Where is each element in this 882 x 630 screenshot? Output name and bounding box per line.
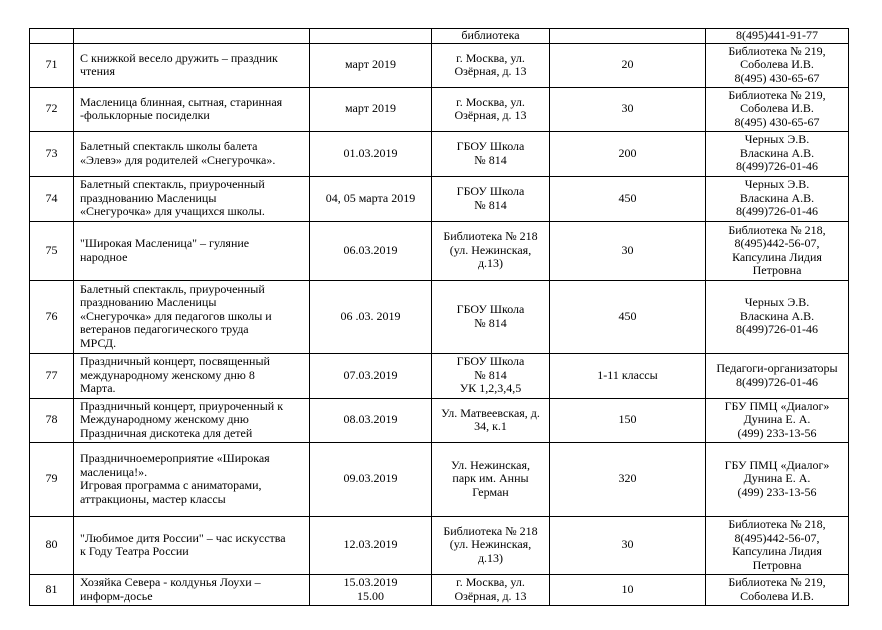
table-row (30, 353, 849, 398)
cell-event: "Широкая Масленица" – гуляние народное (74, 221, 310, 280)
table-row (30, 442, 849, 516)
cell-date: март 2019 (310, 87, 432, 131)
cell-contact: Черных Э.В. Власкина А.В. 8(499)726-01-46 (706, 280, 849, 353)
cell-count: 20 (550, 43, 706, 87)
cell-num: 79 (30, 442, 74, 516)
cell-count: 320 (550, 442, 706, 516)
cell-date: март 2019 (310, 43, 432, 87)
cell-event: Хозяйка Севера - колдунья Лоухи – информ-досье (74, 574, 310, 605)
table-row (30, 280, 849, 353)
cell-place: ГБОУ Школа № 814 (432, 131, 550, 176)
cell-num: 73 (30, 131, 74, 176)
table-row (30, 398, 849, 442)
cell-place: г. Москва, ул. Озёрная, д. 13 (432, 43, 550, 87)
cell-date: 15.03.2019 15.00 (310, 574, 432, 605)
cell-place: Библиотека № 218 (ул. Нежинская, д.13) (432, 516, 550, 574)
cell-contact: Библиотека № 218, 8(495)442-56-07, Капсулина Лидия Петровна (706, 221, 849, 280)
cell-place: ГБОУ Школа № 814 УК 1,2,3,4,5 (432, 353, 550, 398)
events-table-body (30, 29, 849, 606)
cell-count: 30 (550, 516, 706, 574)
cell-contact: Библиотека № 218, 8(495)442-56-07, Капсулина Лидия Петровна (706, 516, 849, 574)
cell-date: 12.03.2019 (310, 516, 432, 574)
cell-contact: 8(495)441-91-77 (706, 29, 849, 44)
cell-event: Масленица блинная, сытная, старинная -фольклорные посиделки (74, 87, 310, 131)
cell-date: 01.03.2019 (310, 131, 432, 176)
cell-place: Ул. Нежинская, парк им. Анны Герман (432, 442, 550, 516)
cell-count: 30 (550, 87, 706, 131)
cell-num: 76 (30, 280, 74, 353)
cell-event: Балетный спектакль, приуроченный празднованию Масленицы «Снегурочка» для учащихся школы. (74, 176, 310, 221)
cell-count: 150 (550, 398, 706, 442)
cell-num: 80 (30, 516, 74, 574)
cell-date: 07.03.2019 (310, 353, 432, 398)
cell-event: С книжкой весело дружить – праздник чтения (74, 43, 310, 87)
cell-count: 200 (550, 131, 706, 176)
table-row (30, 574, 849, 605)
table-row (30, 131, 849, 176)
table-row (30, 87, 849, 131)
table-row (30, 221, 849, 280)
cell-num: 71 (30, 43, 74, 87)
cell-num: 75 (30, 221, 74, 280)
cell-place: Ул. Матвеевская, д. 34, к.1 (432, 398, 550, 442)
table-row (30, 176, 849, 221)
cell-contact: Черных Э.В. Власкина А.В. 8(499)726-01-46 (706, 176, 849, 221)
cell-event: Праздничноемероприятие «Широкая масленица!». Игровая программа с аниматорами, аттракционы, мастер классы (74, 442, 310, 516)
cell-place: библиотека (432, 29, 550, 44)
cell-num: 81 (30, 574, 74, 605)
table-row (30, 516, 849, 574)
cell-event: Праздничный концерт, приуроченный к Международному женскому дню Праздничная дискотека для детей (74, 398, 310, 442)
cell-contact: ГБУ ПМЦ «Диалог» Дунина Е. А. (499) 233-13-56 (706, 398, 849, 442)
cell-place: г. Москва, ул. Озёрная, д. 13 (432, 87, 550, 131)
cell-event: Праздничный концерт, посвященный международному женскому дню 8 Марта. (74, 353, 310, 398)
cell-contact: Педагоги-организаторы 8(499)726-01-46 (706, 353, 849, 398)
cell-date: 06 .03. 2019 (310, 280, 432, 353)
cell-count: 10 (550, 574, 706, 605)
cell-num: 78 (30, 398, 74, 442)
cell-event: Балетный спектакль школы балета «Элевэ» для родителей «Снегурочка». (74, 131, 310, 176)
cell-event (74, 29, 310, 44)
cell-contact: Библиотека № 219, Соболева И.В. 8(495) 430-65-67 (706, 43, 849, 87)
cell-num (30, 29, 74, 44)
cell-place: г. Москва, ул. Озёрная, д. 13 (432, 574, 550, 605)
table-row (30, 29, 849, 44)
cell-date (310, 29, 432, 44)
cell-date: 08.03.2019 (310, 398, 432, 442)
events-table (29, 28, 849, 606)
cell-event: Балетный спектакль, приуроченный празднованию Масленицы «Снегурочка» для педагогов школы и ветеранов педагогического труда МРСД. (74, 280, 310, 353)
cell-count: 1-11 классы (550, 353, 706, 398)
cell-contact: Библиотека № 219, Соболева И.В. 8(495) 430-65-67 (706, 87, 849, 131)
table-row (30, 43, 849, 87)
cell-date: 06.03.2019 (310, 221, 432, 280)
cell-count: 30 (550, 221, 706, 280)
cell-contact: Библиотека № 219, Соболева И.В. (706, 574, 849, 605)
cell-count: 450 (550, 280, 706, 353)
cell-place: Библиотека № 218 (ул. Нежинская, д.13) (432, 221, 550, 280)
cell-num: 72 (30, 87, 74, 131)
cell-place: ГБОУ Школа № 814 (432, 280, 550, 353)
cell-date: 04, 05 марта 2019 (310, 176, 432, 221)
cell-place: ГБОУ Школа № 814 (432, 176, 550, 221)
cell-num: 77 (30, 353, 74, 398)
cell-date: 09.03.2019 (310, 442, 432, 516)
cell-count: 450 (550, 176, 706, 221)
cell-event: "Любимое дитя России" – час искусства к Году Театра России (74, 516, 310, 574)
cell-contact: Черных Э.В. Власкина А.В. 8(499)726-01-46 (706, 131, 849, 176)
cell-count (550, 29, 706, 44)
cell-num: 74 (30, 176, 74, 221)
cell-contact: ГБУ ПМЦ «Диалог» Дунина Е. А. (499) 233-13-56 (706, 442, 849, 516)
